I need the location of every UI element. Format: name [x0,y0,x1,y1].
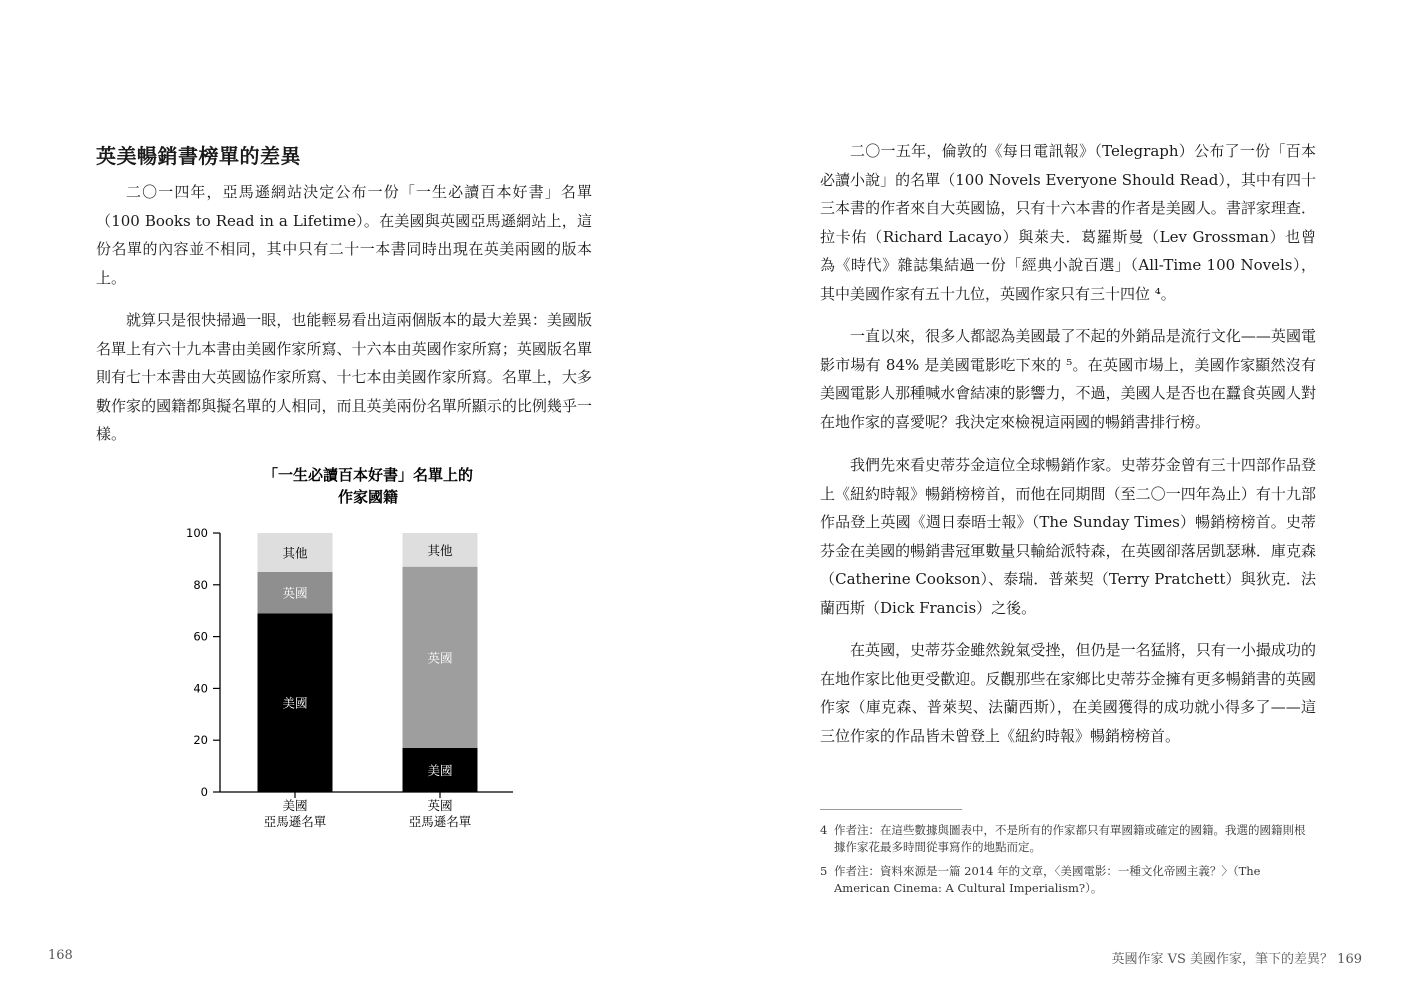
footnote [820,863,1316,897]
y-tick-label: 40 [193,681,208,696]
paragraph: 在英國，史蒂芬金雖然銳氣受挫，但仍是一名猛將，只有一小撮成功的在地作家比他更受歡迎。反觀那些在家鄉比史蒂芬金擁有更多暢銷書的英國作家（庫克森、普萊契、法蘭西斯），在美國獲得的成功就小得多了——這三位作家的作品皆未曾登上《紐約時報》暢銷榜榜首。 [820,641,1316,745]
page-number: 169 [1337,952,1362,967]
bar-label: 美國 [282,695,308,711]
y-tick-label: 0 [200,785,208,799]
paragraph: 一直以來，很多人都認為美國最了不起的外銷品是流行文化——英國電影市場有 84% 是美國電影吃下來的 ⁵。在英國市場上，美國作家顯然沒有美國電影人那種喊水會結凍的影響力，不過，美國人是否也在蠶食英國人對在地作家的喜愛呢？我決定來檢視這兩國的暢銷書排行榜。 [820,327,1316,431]
running-head: 英國作家 VS 美國作家，筆下的差異？ [1111,952,1334,967]
chart-title-line1: 「一生必讀百本好書」名單上的 [262,466,474,484]
bar-label: 英國 [282,585,308,601]
x-tick-label: 亞馬遜名單 [408,814,472,829]
right-page [705,0,1410,1000]
section-heading: 英美暢銷書榜單的差異 [96,144,301,168]
y-tick-label: 100 [186,526,208,540]
footnote [820,822,1316,856]
y-tick-label: 20 [193,733,208,748]
x-tick-label: 美國 [282,798,308,813]
stacked-bar-chart [170,462,550,842]
bar-label: 美國 [427,762,453,778]
bar-label: 英國 [427,650,453,666]
chart-title-line2: 作家國籍 [337,488,399,506]
footnote-number: 4 [820,823,828,837]
x-tick-label: 亞馬遜名單 [263,814,327,829]
x-tick-label: 英國 [427,798,453,813]
y-tick-label: 80 [193,577,208,592]
paragraph: 就算只是很快掃過一眼，也能輕易看出這兩個版本的最大差異：美國版名單上有六十九本書由美國作家所寫、十六本由英國作家所寫；英國版名單則有七十本書由大英國協作家所寫、十七本由美國作家所寫。名單上，大多數作家的國籍都與擬名單的人相同，而且英美兩份名單所顯示的比例幾乎一樣。 [96,311,592,443]
bar-label: 其他 [282,545,308,561]
chart-svg [170,462,550,842]
paragraph: 二〇一五年，倫敦的《每日電訊報》（Telegraph）公布了一份「百本必讀小說」的名單（100 Novels Everyone Should Read），其中有四十三本書的作者來自大英國協，只有十六本書的作者是美國人。書評家理查．拉卡佑（Richard Lacayo）與萊夫．葛羅斯曼（Lev Grossman）也曾為《時代》雜誌集結過一份「經典小說百選」（All-Time 100 Novels），其中美國作家有五十九位，英國作家只有三十四位 ⁴。 [820,142,1316,303]
footnote-text: 作者注：資料來源是一篇 2014 年的文章，〈美國電影：一種文化帝國主義？〉（The American Cinema: A Cultural Imperialism?）。 [834,864,1261,895]
footnote-text: 作者注：在這些數據與圖表中，不是所有的作家都只有單國籍或確定的國籍。我選的國籍則根據作家花最多時間從事寫作的地點而定。 [834,823,1306,854]
paragraph: 二〇一四年，亞馬遜網站決定公布一份「一生必讀百本好書」名單（100 Books to Read in a Lifetime）。在美國與英國亞馬遜網站上，這份名單的內容並不相同，其中只有二十一本書同時出現在英美兩國的版本上。 [96,183,592,287]
y-tick-label: 60 [193,629,208,644]
page-number: 168 [48,948,73,963]
running-footer [1111,948,1362,967]
footnote-number: 5 [820,864,828,878]
paragraph: 我們先來看史蒂芬金這位全球暢銷作家。史蒂芬金曾有三十四部作品登上《紐約時報》暢銷榜榜首，而他在同期間（至二〇一四年為止）有十九部作品登上英國《週日泰晤士報》（The Sunday Times）暢銷榜榜首。史蒂芬金在美國的暢銷書冠軍數量只輸給派特森，在英國卻落居凱瑟琳．庫克森（Catherine Cookson）、泰瑞．普萊契（Terry Pratchett）與狄克．法蘭西斯（Dick Francis）之後。 [820,456,1316,617]
bar-label: 其他 [427,542,453,558]
footnote-divider [820,809,962,810]
